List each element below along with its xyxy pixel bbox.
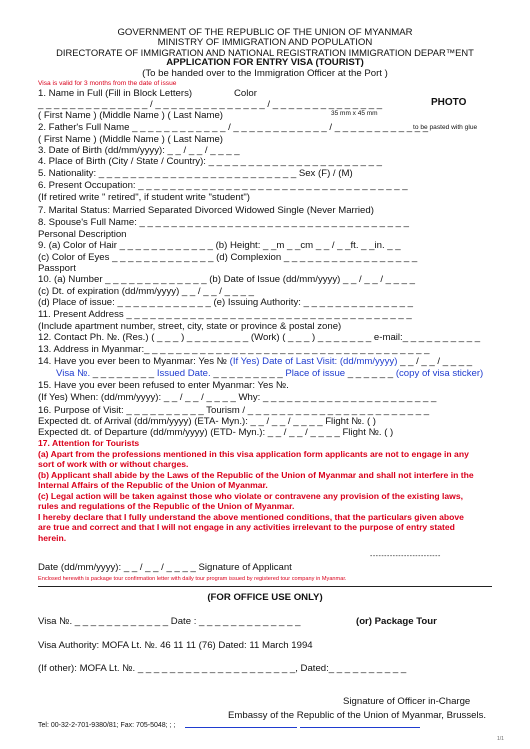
occupation-input[interactable]: 6. Present Occupation: _ _ _ _ _ _ _ _ _ _ _ _ _ _ _ _ _ _ _ _ _ _ _ _ _ _ _ _ _ _ _ _ _ _: [38, 180, 408, 191]
last-visit-label: (If Yes) Date of Last Visit: (dd/mm/yyyy): [229, 356, 398, 367]
refused-entry-row[interactable]: 15. Have you ever been refused to enter Myanmar: Yes №.: [38, 380, 289, 391]
visa-number-label: Visa №.: [56, 368, 91, 379]
attention-heading: 17. Attention for Tourists: [38, 438, 140, 448]
address-note: (Include apartment number, street, city, state or province & postal zone): [38, 321, 342, 332]
contact-phone-input[interactable]: 12. Contact Ph. №. (Res.) ( _ _ _ ) _ _ _ _ _ _ _ _ (Work) ( _ _ _ ) _ _ _ _ _ _ _ e-mail:_ _ _ _ _ _ _ _ _ _: [38, 332, 481, 343]
pob-input[interactable]: 4. Place of Birth (City / State / Country): _ _ _ _ _ _ _ _ _ _ _ _ _ _ _ _ _ _ _ _ _ _: [38, 156, 382, 167]
validity-note: Visa is valid for 3 months from the date of issue: [38, 80, 177, 87]
field-name-label: [38, 88, 257, 99]
contact-tel-fax: Tel: 00-32-2-701-9380/81; Fax: 705-5048; ; ;: [38, 722, 176, 729]
signature-line: -------------------------: [370, 553, 441, 560]
name-label: 1. Name in Full (Fill in Block Letters): [38, 88, 193, 99]
photo-label: PHOTO: [431, 97, 467, 108]
office-use-heading: (FOR OFFICE USE ONLY): [207, 592, 323, 603]
directorate-header: DIRECTORATE OF IMMIGRATION AND NATIONAL REGISTRATION IMMIGRATION DEPAR™ENT: [56, 47, 474, 58]
nationality-sex-input[interactable]: 5. Nationality: _ _ _ _ _ _ _ _ _ _ _ _ _ _ _ _ _ _ _ _ _ _ _ _ _ Sex (F) / (M): [38, 168, 353, 179]
issued-date-label: Issued Date.: [156, 368, 211, 379]
embassy-name: Embassy of the Republic of the Union of Myanmar, Brussels.: [228, 710, 487, 721]
previous-visit-row[interactable]: [38, 356, 472, 367]
name-input[interactable]: _ _ _ _ _ _ _ _ _ _ _ _ _ _ / _ _ _ _ _ _ _ _ _ _ _ _ _ _ / _ _ _ _ _ _ _ _ _ _ _ _ _ _: [38, 99, 383, 110]
form-subtitle: (To be handed over to the Immigration Officer at the Port ): [142, 68, 388, 79]
eyes-complexion-input[interactable]: (c) Color of Eyes _ _ _ _ _ _ _ _ _ _ _ _ _ (d) Complexion _ _ _ _ _ _ _ _ _ _ _ _ _ _ _ _ _: [38, 252, 418, 263]
passport-number-input[interactable]: 10. (a) Number _ _ _ _ _ _ _ _ _ _ _ _ _ (b) Date of Issue (dd/mm/yyyy) _ _ / _ _ / _ _ _ _: [38, 274, 416, 285]
passport-place-input[interactable]: (d) Place of issue: _ _ _ _ _ _ _ _ _ _ _ _ (e) Issuing Authority: _ _ _ _ _ _ _ _ _ _ _ _ _ _: [38, 297, 413, 308]
last-visit-blank[interactable]: _ _ / _ _ / _ _ _ _: [400, 356, 473, 367]
name-subcaption: ( First Name ) (Middle Name ) ( Last Name): [38, 110, 223, 121]
purpose-of-visit-input[interactable]: 16. Purpose of Visit: _ _ _ _ _ _ _ _ _ _ Tourism / _ _ _ _ _ _ _ _ _ _ _ _ _ _ _ _ _ _ _ _ _ _ _: [38, 405, 430, 416]
attention-a-line1: (a) Apart from the professions mentioned in this visa application form applicants are not to engage in any: [38, 449, 469, 459]
refused-when-why-input[interactable]: (If Yes) When: (dd/mm/yyyy): _ _ / _ _ / _ _ _ _ Why: _ _ _ _ _ _ _ _ _ _ _ _ _ _ _ _ _ _ _ _ _ _: [38, 392, 437, 403]
visa-authority: Visa Authority: MOFA Lt. №. 46 11 11 (76) Dated: 11 March 1994: [38, 640, 313, 651]
visa-number-blank[interactable]: _ _ _ _ _ _ _ _: [92, 368, 155, 379]
photo-paste-note: to be pasted with glue: [413, 124, 478, 131]
office-divider: [38, 586, 492, 587]
link-underline-2: [300, 727, 420, 728]
attention-b-line2: Internal Affairs of the Republic of the Union of Myanmar.: [38, 480, 268, 490]
passport-expiry-input[interactable]: (c) Dt. of expiration (dd/mm/yyyy) _ _ / _ _ / _ _ _ _: [38, 286, 254, 297]
declaration-line2: are true and correct and that I will not engage in any activities irrelevant to the purpose of entry stated: [38, 522, 455, 532]
issued-date-blank[interactable]: _ _ _ _ _ _ _ _ _: [213, 368, 283, 379]
visa-sticker-note: (copy of visa sticker): [395, 368, 484, 379]
place-of-issue-label: Place of issue: [285, 368, 346, 379]
declaration-line3: herein.: [38, 533, 67, 543]
hair-height-input[interactable]: 9. (a) Color of Hair _ _ _ _ _ _ _ _ _ _ _ _ (b) Height: _ _m _ _cm _ _ / _ _ft. _ _in. _ _: [38, 240, 401, 251]
present-address-input[interactable]: 11. Present Address _ _ _ _ _ _ _ _ _ _ _ _ _ _ _ _ _ _ _ _ _ _ _ _ _ _ _ _ _ _ _ _ _ _ _ _: [38, 309, 412, 320]
spouse-name-input[interactable]: 8. Spouse's Full Name: _ _ _ _ _ _ _ _ _ _ _ _ _ _ _ _ _ _ _ _ _ _ _ _ _ _ _ _ _ _ _ _ _ _: [38, 217, 409, 228]
gov-header: GOVERNMENT OF THE REPUBLIC OF THE UNION OF MYANMAR: [117, 27, 413, 38]
enclosure-note: Enclosed herewith is package tour confirmation letter with daily tour program issued by registered tour company in Myanmar.: [38, 576, 347, 582]
officer-signature-label: Signature of Officer in-Charge: [343, 696, 471, 707]
previous-visit-label: 14. Have you ever been to Myanmar: Yes №: [38, 356, 227, 367]
office-visa-input[interactable]: Visa №. _ _ _ _ _ _ _ _ _ _ _ _ Date : _ _ _ _ _ _ _ _ _ _ _ _ _: [38, 616, 301, 627]
attention-a-line2: sort of work with or without charges.: [38, 459, 189, 469]
ministry-header: MINISTRY OF IMMIGRATION AND POPULATION: [157, 37, 373, 48]
link-underline-1: [185, 727, 297, 728]
personal-description-heading: Personal Description: [38, 229, 127, 240]
form-title: APPLICATION FOR ENTRY VISA (TOURIST): [166, 57, 364, 68]
attention-c-line1: (c) Legal action will be taken against those who violate or contravene any provision of the existing laws,: [38, 491, 464, 501]
departure-input[interactable]: Expected dt. of Departure (dd/mm/yyyy) (ETD- Myn.): _ _ / _ _ / _ _ _ _ Flight №. ( ): [38, 427, 394, 438]
photo-dimensions: 35 mm x 45 mm: [331, 110, 378, 117]
color-label: Color: [234, 88, 257, 99]
place-of-issue-blank[interactable]: _ _ _ _ _ _: [347, 368, 394, 379]
father-name-subcaption: ( First Name ) (Middle Name ) ( Last Name): [38, 134, 223, 145]
father-name-input[interactable]: 2. Father's Full Name _ _ _ _ _ _ _ _ _ _ _ _ / _ _ _ _ _ _ _ _ _ _ _ _ / _ _ _ _ _ _ _ _ _ _ _ _: [38, 122, 429, 133]
previous-visa-row[interactable]: [56, 368, 483, 379]
applicant-date-signature[interactable]: Date (dd/mm/yyyy): _ _ / _ _ / _ _ _ _ Signature of Applicant: [38, 562, 292, 573]
occupation-note: (If retired write " retired", if student write "student"): [38, 192, 250, 203]
attention-c-line2: rules and regulations of the Republic of the Union of Myanmar.: [38, 501, 295, 511]
myanmar-address-input[interactable]: 13. Address in Myanmar:_ _ _ _ _ _ _ _ _ _ _ _ _ _ _ _ _ _ _ _ _ _ _ _ _ _ _ _ _ _ _ _ _ _ _ _: [38, 344, 430, 355]
passport-heading: Passport: [38, 263, 76, 274]
arrival-input[interactable]: Expected dt. of Arrival (dd/mm/yyyy) (ETA- Myn.): _ _ / _ _ / _ _ _ _ Flight №. ( ): [38, 416, 377, 427]
office-visa-date[interactable]: [38, 616, 437, 627]
marital-status[interactable]: 7. Marital Status: Married Separated Divorced Widowed Single (Never Married): [38, 205, 374, 216]
package-tour-label: (or) Package Tour: [356, 616, 437, 627]
page-number: 1/1: [497, 736, 504, 742]
attention-b-line1: (b) Applicant shall abide by the Laws of the Republic of the Union of Myanmar and shall not interfere in the: [38, 470, 474, 480]
declaration-line1: I hereby declare that I fully understand the above mentioned conditions, that the particulars given above: [38, 512, 464, 522]
other-authority-input[interactable]: (If other): MOFA Lt. №. _ _ _ _ _ _ _ _ _ _ _ _ _ _ _ _ _ _ _ _, Dated:_ _ _ _ _ _ _ _ _ _: [38, 663, 407, 674]
dob-input[interactable]: 3. Date of Birth (dd/mm/yyyy): _ _ / _ _ / _ _ _ _: [38, 145, 240, 156]
